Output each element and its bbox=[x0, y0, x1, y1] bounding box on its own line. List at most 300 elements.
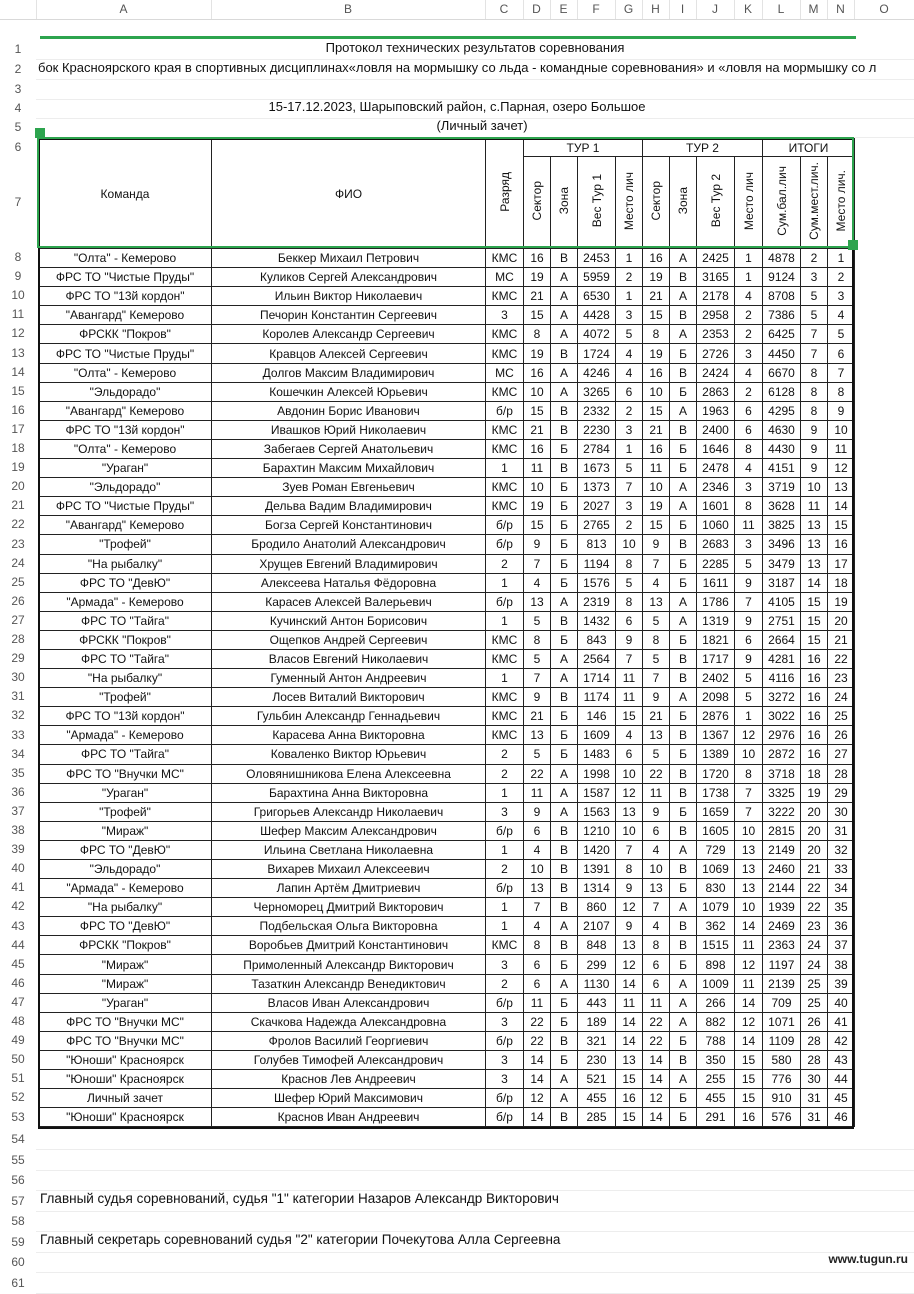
cell-rank[interactable]: 1 bbox=[486, 669, 524, 688]
row-number[interactable]: 5 bbox=[14, 120, 22, 134]
selection-handle-bottom[interactable] bbox=[848, 240, 858, 250]
header-sum-place[interactable] bbox=[801, 157, 828, 249]
cell-weight-1[interactable]: 1420 bbox=[578, 840, 616, 859]
cell-place-final[interactable]: 8 bbox=[828, 382, 855, 401]
cell-sum-score[interactable]: 6670 bbox=[763, 363, 801, 382]
header-totals[interactable]: ИТОГИ bbox=[763, 139, 855, 157]
cell-fio[interactable]: Кравцов Алексей Сергеевич bbox=[212, 344, 486, 363]
cell-place-final[interactable]: 11 bbox=[828, 439, 855, 458]
cell-zone-1[interactable]: А bbox=[551, 764, 578, 783]
cell-zone-2[interactable]: А bbox=[670, 287, 697, 306]
cell-zone-1[interactable]: Б bbox=[551, 439, 578, 458]
cell-weight-2[interactable]: 2178 bbox=[697, 287, 735, 306]
cell-place-final[interactable]: 17 bbox=[828, 554, 855, 573]
cell-rank[interactable]: КМС bbox=[486, 420, 524, 439]
cell-fio[interactable]: Краснов Иван Андреевич bbox=[212, 1108, 486, 1127]
cell-team[interactable]: ФРСКК "Покров" bbox=[39, 936, 212, 955]
cell-weight-2[interactable]: 1646 bbox=[697, 439, 735, 458]
cell-sum-score[interactable]: 4450 bbox=[763, 344, 801, 363]
cell-team[interactable]: ФРС ТО "13й кордон" bbox=[39, 707, 212, 726]
cell-sector-1[interactable]: 22 bbox=[524, 1031, 551, 1050]
cell-sector-1[interactable]: 4 bbox=[524, 573, 551, 592]
cell-zone-2[interactable]: А bbox=[670, 611, 697, 630]
cell-sector-1[interactable]: 16 bbox=[524, 249, 551, 268]
cell-sum-place[interactable]: 20 bbox=[801, 840, 828, 859]
cell-zone-1[interactable]: А bbox=[551, 917, 578, 936]
cell-sector-1[interactable]: 8 bbox=[524, 630, 551, 649]
cell-sum-score[interactable]: 776 bbox=[763, 1070, 801, 1089]
cell-place-1[interactable]: 11 bbox=[616, 669, 643, 688]
cell-zone-2[interactable]: А bbox=[670, 840, 697, 859]
row-number[interactable]: 18 bbox=[11, 441, 25, 455]
header-place-1[interactable] bbox=[616, 157, 643, 249]
cell-place-2[interactable]: 10 bbox=[735, 745, 763, 764]
cell-sum-place[interactable]: 22 bbox=[801, 879, 828, 898]
cell-fio[interactable]: Власов Иван Александрович bbox=[212, 993, 486, 1012]
cell-sum-place[interactable]: 26 bbox=[801, 1012, 828, 1031]
cell-sector-1[interactable]: 9 bbox=[524, 535, 551, 554]
cell-sum-place[interactable]: 9 bbox=[801, 439, 828, 458]
cell-fio[interactable]: Лосев Виталий Викторович bbox=[212, 688, 486, 707]
cell-fio[interactable]: Скачкова Надежда Александровна bbox=[212, 1012, 486, 1031]
cell-place-1[interactable]: 3 bbox=[616, 497, 643, 516]
cell-zone-1[interactable]: А bbox=[551, 802, 578, 821]
cell-rank[interactable]: 3 bbox=[486, 1012, 524, 1031]
row-number[interactable]: 30 bbox=[11, 670, 25, 685]
cell-team[interactable]: "Олта" - Кемерово bbox=[39, 363, 212, 382]
cell-sum-score[interactable]: 3719 bbox=[763, 478, 801, 497]
cell-sum-score[interactable]: 4630 bbox=[763, 420, 801, 439]
cell-fio[interactable]: Фролов Василий Георгиевич bbox=[212, 1031, 486, 1050]
cell-place-1[interactable]: 6 bbox=[616, 745, 643, 764]
cell-place-final[interactable]: 19 bbox=[828, 592, 855, 611]
header-fio[interactable]: ФИО bbox=[212, 139, 486, 249]
cell-sector-1[interactable]: 19 bbox=[524, 268, 551, 287]
row-number[interactable]: 25 bbox=[11, 574, 25, 589]
cell-place-2[interactable]: 3 bbox=[735, 478, 763, 497]
cell-fio[interactable]: Барахтина Анна Викторовна bbox=[212, 783, 486, 802]
cell-rank[interactable]: МС bbox=[486, 268, 524, 287]
cell-weight-2[interactable]: 2876 bbox=[697, 707, 735, 726]
cell-sum-place[interactable]: 20 bbox=[801, 802, 828, 821]
cell-sector-2[interactable]: 9 bbox=[643, 802, 670, 821]
cell-rank[interactable]: 2 bbox=[486, 974, 524, 993]
cell-zone-1[interactable]: В bbox=[551, 840, 578, 859]
cell-sector-2[interactable]: 9 bbox=[643, 535, 670, 554]
cell-zone-1[interactable]: А bbox=[551, 974, 578, 993]
cell-place-2[interactable]: 9 bbox=[735, 649, 763, 668]
row-number[interactable]: 22 bbox=[11, 517, 25, 532]
cell-zone-2[interactable]: Б bbox=[670, 879, 697, 898]
cell-fio[interactable]: Шефер Юрий Максимович bbox=[212, 1089, 486, 1108]
cell-weight-2[interactable]: 255 bbox=[697, 1070, 735, 1089]
cell-zone-1[interactable]: Б bbox=[551, 497, 578, 516]
cell-weight-2[interactable]: 1060 bbox=[697, 516, 735, 535]
cell-weight-2[interactable]: 2425 bbox=[697, 249, 735, 268]
cell-weight-2[interactable]: 1319 bbox=[697, 611, 735, 630]
column-header-g[interactable]: G bbox=[615, 0, 643, 19]
cell-team[interactable]: ФРС ТО "Тайга" bbox=[39, 745, 212, 764]
cell-zone-2[interactable]: А bbox=[670, 1012, 697, 1031]
cell-sum-place[interactable]: 8 bbox=[801, 401, 828, 420]
cell-place-1[interactable]: 2 bbox=[616, 516, 643, 535]
cell-sum-place[interactable]: 9 bbox=[801, 459, 828, 478]
cell-sector-1[interactable]: 15 bbox=[524, 306, 551, 325]
cell-place-final[interactable]: 12 bbox=[828, 459, 855, 478]
column-header-h[interactable]: H bbox=[642, 0, 670, 19]
cell-place-2[interactable]: 10 bbox=[735, 821, 763, 840]
cell-weight-1[interactable]: 1673 bbox=[578, 459, 616, 478]
header-sector-2[interactable] bbox=[643, 157, 670, 249]
cell-zone-2[interactable]: В bbox=[670, 306, 697, 325]
row-number[interactable]: 34 bbox=[11, 746, 25, 761]
cell-zone-2[interactable]: А bbox=[670, 898, 697, 917]
cell-team[interactable]: "Эльдорадо" bbox=[39, 860, 212, 879]
cell-weight-2[interactable]: 3165 bbox=[697, 268, 735, 287]
cell-weight-1[interactable]: 2107 bbox=[578, 917, 616, 936]
cell-sum-score[interactable]: 1939 bbox=[763, 898, 801, 917]
cell-zone-2[interactable]: В bbox=[670, 783, 697, 802]
cell-sector-2[interactable]: 14 bbox=[643, 1070, 670, 1089]
cell-sector-1[interactable]: 14 bbox=[524, 1050, 551, 1069]
cell-sum-score[interactable]: 910 bbox=[763, 1089, 801, 1108]
cell-place-1[interactable]: 9 bbox=[616, 917, 643, 936]
cell-sum-score[interactable]: 580 bbox=[763, 1050, 801, 1069]
cell-fio[interactable]: Воробьев Дмитрий Константинович bbox=[212, 936, 486, 955]
cell-weight-1[interactable]: 4428 bbox=[578, 306, 616, 325]
cell-weight-1[interactable]: 1483 bbox=[578, 745, 616, 764]
cell-fio[interactable]: Королев Александр Сергеевич bbox=[212, 325, 486, 344]
cell-rank[interactable]: б/р bbox=[486, 1089, 524, 1108]
cell-sum-score[interactable]: 2363 bbox=[763, 936, 801, 955]
cell-sector-1[interactable]: 10 bbox=[524, 860, 551, 879]
cell-place-2[interactable]: 8 bbox=[735, 497, 763, 516]
cell-team[interactable]: "Юноши" Красноярск bbox=[39, 1050, 212, 1069]
cell-sum-score[interactable]: 2751 bbox=[763, 611, 801, 630]
cell-sum-place[interactable]: 28 bbox=[801, 1050, 828, 1069]
cell-team[interactable]: "Ураган" bbox=[39, 783, 212, 802]
cell-sum-score[interactable]: 1071 bbox=[763, 1012, 801, 1031]
row-number[interactable]: 7 bbox=[14, 195, 22, 209]
cell-team[interactable]: "Трофей" bbox=[39, 802, 212, 821]
row-number[interactable]: 3 bbox=[14, 82, 22, 96]
cell-rank[interactable]: б/р bbox=[486, 821, 524, 840]
cell-weight-1[interactable]: 4246 bbox=[578, 363, 616, 382]
cell-team[interactable]: ФРС ТО "ДевЮ" bbox=[39, 573, 212, 592]
cell-place-final[interactable]: 35 bbox=[828, 898, 855, 917]
cell-sector-1[interactable]: 11 bbox=[524, 993, 551, 1012]
cell-fio[interactable]: Ильин Виктор Николаевич bbox=[212, 287, 486, 306]
cell-fio[interactable]: Зуев Роман Евгеньевич bbox=[212, 478, 486, 497]
cell-sum-score[interactable]: 2144 bbox=[763, 879, 801, 898]
cell-sector-1[interactable]: 6 bbox=[524, 974, 551, 993]
cell-sum-score[interactable]: 709 bbox=[763, 993, 801, 1012]
header-tour2[interactable]: ТУР 2 bbox=[643, 139, 763, 157]
row-number[interactable]: 8 bbox=[14, 250, 22, 264]
cell-sector-1[interactable]: 21 bbox=[524, 707, 551, 726]
cell-team[interactable]: "На рыбалку" bbox=[39, 898, 212, 917]
cell-zone-2[interactable]: Б bbox=[670, 573, 697, 592]
cell-sector-2[interactable]: 22 bbox=[643, 764, 670, 783]
cell-sum-place[interactable]: 25 bbox=[801, 974, 828, 993]
cell-fio[interactable]: Лапин Артём Дмитриевич bbox=[212, 879, 486, 898]
cell-weight-2[interactable]: 830 bbox=[697, 879, 735, 898]
cell-weight-1[interactable]: 1724 bbox=[578, 344, 616, 363]
cell-weight-1[interactable]: 1587 bbox=[578, 783, 616, 802]
cell-place-final[interactable]: 27 bbox=[828, 745, 855, 764]
cell-zone-2[interactable]: А bbox=[670, 592, 697, 611]
cell-zone-2[interactable]: В bbox=[670, 649, 697, 668]
cell-team[interactable]: "Ураган" bbox=[39, 459, 212, 478]
cell-place-1[interactable]: 8 bbox=[616, 592, 643, 611]
cell-sum-score[interactable]: 2872 bbox=[763, 745, 801, 764]
cell-sector-2[interactable]: 21 bbox=[643, 707, 670, 726]
cell-zone-1[interactable]: В bbox=[551, 611, 578, 630]
cell-team[interactable]: ФРС ТО "ДевЮ" bbox=[39, 840, 212, 859]
cell-weight-2[interactable]: 1720 bbox=[697, 764, 735, 783]
cell-sector-1[interactable]: 14 bbox=[524, 1108, 551, 1127]
cell-weight-2[interactable]: 2285 bbox=[697, 554, 735, 573]
cell-place-2[interactable]: 11 bbox=[735, 516, 763, 535]
cell-zone-1[interactable]: А bbox=[551, 592, 578, 611]
cell-place-1[interactable]: 7 bbox=[616, 649, 643, 668]
cell-team[interactable]: "Ураган" bbox=[39, 993, 212, 1012]
cell-sum-score[interactable]: 3479 bbox=[763, 554, 801, 573]
cell-place-final[interactable]: 23 bbox=[828, 669, 855, 688]
cell-place-1[interactable]: 10 bbox=[616, 535, 643, 554]
cell-sector-1[interactable]: 4 bbox=[524, 840, 551, 859]
cell-team[interactable]: "Армада" - Кемерово bbox=[39, 726, 212, 745]
cell-sum-place[interactable]: 5 bbox=[801, 287, 828, 306]
cell-weight-2[interactable]: 1601 bbox=[697, 497, 735, 516]
cell-rank[interactable]: 2 bbox=[486, 764, 524, 783]
row-number[interactable]: 60 bbox=[11, 1255, 25, 1269]
cell-weight-1[interactable]: 813 bbox=[578, 535, 616, 554]
cell-sector-1[interactable]: 11 bbox=[524, 783, 551, 802]
cell-sector-1[interactable]: 13 bbox=[524, 879, 551, 898]
row-number[interactable]: 37 bbox=[11, 803, 25, 818]
cell-team[interactable]: ФРС ТО "ДевЮ" bbox=[39, 917, 212, 936]
cell-team[interactable]: "Эльдорадо" bbox=[39, 382, 212, 401]
cell-sector-2[interactable]: 22 bbox=[643, 1012, 670, 1031]
cell-sum-place[interactable]: 16 bbox=[801, 649, 828, 668]
cell-sector-2[interactable]: 5 bbox=[643, 611, 670, 630]
row-number[interactable]: 44 bbox=[11, 937, 25, 952]
cell-weight-2[interactable]: 2683 bbox=[697, 535, 735, 554]
cell-team[interactable]: "Мираж" bbox=[39, 974, 212, 993]
cell-place-2[interactable]: 13 bbox=[735, 840, 763, 859]
cell-weight-1[interactable]: 299 bbox=[578, 955, 616, 974]
cell-weight-2[interactable]: 2478 bbox=[697, 459, 735, 478]
cell-sector-2[interactable]: 22 bbox=[643, 1031, 670, 1050]
row-number[interactable]: 43 bbox=[11, 918, 25, 933]
row-number[interactable]: 51 bbox=[11, 1071, 25, 1086]
cell-sector-2[interactable]: 13 bbox=[643, 879, 670, 898]
row-number[interactable]: 36 bbox=[11, 784, 25, 799]
cell-weight-2[interactable]: 2958 bbox=[697, 306, 735, 325]
cell-zone-2[interactable]: В bbox=[670, 669, 697, 688]
cell-sum-place[interactable]: 2 bbox=[801, 249, 828, 268]
row-number[interactable]: 47 bbox=[11, 994, 25, 1009]
cell-weight-1[interactable]: 146 bbox=[578, 707, 616, 726]
cell-place-2[interactable]: 4 bbox=[735, 287, 763, 306]
cell-sector-1[interactable]: 9 bbox=[524, 688, 551, 707]
cell-place-final[interactable]: 21 bbox=[828, 630, 855, 649]
cell-sector-2[interactable]: 9 bbox=[643, 688, 670, 707]
cell-place-final[interactable]: 20 bbox=[828, 611, 855, 630]
cell-place-final[interactable]: 24 bbox=[828, 688, 855, 707]
header-sum-score[interactable] bbox=[763, 157, 801, 249]
cell-place-final[interactable]: 13 bbox=[828, 478, 855, 497]
cell-sector-2[interactable]: 4 bbox=[643, 917, 670, 936]
cell-zone-1[interactable]: А bbox=[551, 669, 578, 688]
cell-sector-2[interactable]: 16 bbox=[643, 363, 670, 382]
row-number[interactable]: 42 bbox=[11, 899, 25, 914]
cell-place-2[interactable]: 16 bbox=[735, 1108, 763, 1127]
cell-sum-place[interactable]: 16 bbox=[801, 745, 828, 764]
cell-place-final[interactable]: 3 bbox=[828, 287, 855, 306]
cell-sector-2[interactable]: 15 bbox=[643, 401, 670, 420]
cell-place-2[interactable]: 6 bbox=[735, 401, 763, 420]
cell-weight-2[interactable]: 2353 bbox=[697, 325, 735, 344]
cell-zone-2[interactable]: Б bbox=[670, 1108, 697, 1127]
cell-rank[interactable]: КМС bbox=[486, 382, 524, 401]
cell-team[interactable]: "Армада" - Кемерово bbox=[39, 592, 212, 611]
cell-weight-2[interactable]: 291 bbox=[697, 1108, 735, 1127]
cell-team[interactable]: "Авангард" Кемерово bbox=[39, 516, 212, 535]
column-header-f[interactable]: F bbox=[577, 0, 616, 19]
cell-team[interactable]: "Олта" - Кемерово bbox=[39, 249, 212, 268]
cell-place-1[interactable]: 9 bbox=[616, 879, 643, 898]
cell-sector-1[interactable]: 5 bbox=[524, 649, 551, 668]
cell-weight-1[interactable]: 1130 bbox=[578, 974, 616, 993]
cell-place-1[interactable]: 12 bbox=[616, 955, 643, 974]
cell-weight-2[interactable]: 1738 bbox=[697, 783, 735, 802]
cell-place-1[interactable]: 4 bbox=[616, 363, 643, 382]
row-number[interactable]: 52 bbox=[11, 1090, 25, 1105]
cell-zone-2[interactable]: А bbox=[670, 974, 697, 993]
cell-sector-1[interactable]: 15 bbox=[524, 516, 551, 535]
cell-place-1[interactable]: 15 bbox=[616, 1070, 643, 1089]
column-header-l[interactable]: L bbox=[762, 0, 801, 19]
cell-weight-2[interactable]: 2098 bbox=[697, 688, 735, 707]
cell-fio[interactable]: Алексеева Наталья Фёдоровна bbox=[212, 573, 486, 592]
cell-place-1[interactable]: 3 bbox=[616, 306, 643, 325]
header-zone-1[interactable] bbox=[551, 157, 578, 249]
cell-fio[interactable]: Беккер Михаил Петрович bbox=[212, 249, 486, 268]
cell-place-1[interactable]: 13 bbox=[616, 802, 643, 821]
cell-zone-1[interactable]: Б bbox=[551, 993, 578, 1012]
cell-sum-score[interactable]: 1197 bbox=[763, 955, 801, 974]
cell-place-2[interactable]: 12 bbox=[735, 726, 763, 745]
cell-weight-1[interactable]: 860 bbox=[578, 898, 616, 917]
cell-fio[interactable]: Барахтин Максим Михайлович bbox=[212, 459, 486, 478]
cell-fio[interactable]: Шефер Максим Александрович bbox=[212, 821, 486, 840]
cell-weight-1[interactable]: 2332 bbox=[578, 401, 616, 420]
cell-sector-1[interactable]: 21 bbox=[524, 287, 551, 306]
cell-fio[interactable]: Карасева Анна Викторовна bbox=[212, 726, 486, 745]
cell-place-1[interactable]: 14 bbox=[616, 1031, 643, 1050]
cell-weight-1[interactable]: 521 bbox=[578, 1070, 616, 1089]
cell-weight-1[interactable]: 321 bbox=[578, 1031, 616, 1050]
cell-sector-2[interactable]: 19 bbox=[643, 497, 670, 516]
cell-sector-1[interactable]: 22 bbox=[524, 764, 551, 783]
row-number[interactable]: 16 bbox=[11, 402, 25, 417]
cell-sector-1[interactable]: 13 bbox=[524, 726, 551, 745]
cell-sector-1[interactable]: 7 bbox=[524, 898, 551, 917]
cell-zone-2[interactable]: В bbox=[670, 420, 697, 439]
row-number[interactable]: 4 bbox=[14, 101, 22, 115]
cell-zone-1[interactable]: А bbox=[551, 783, 578, 802]
cell-place-final[interactable]: 43 bbox=[828, 1050, 855, 1069]
row-number[interactable]: 53 bbox=[11, 1109, 25, 1124]
row-number[interactable]: 10 bbox=[11, 288, 25, 303]
row-number[interactable]: 29 bbox=[11, 651, 25, 666]
cell-sum-place[interactable]: 25 bbox=[801, 993, 828, 1012]
cell-fio[interactable]: Голубев Тимофей Александрович bbox=[212, 1050, 486, 1069]
cell-sector-2[interactable]: 16 bbox=[643, 439, 670, 458]
cell-place-final[interactable]: 2 bbox=[828, 268, 855, 287]
row-number[interactable]: 50 bbox=[11, 1052, 25, 1067]
cell-weight-1[interactable]: 230 bbox=[578, 1050, 616, 1069]
cell-weight-1[interactable]: 1714 bbox=[578, 669, 616, 688]
row-number[interactable]: 17 bbox=[11, 421, 25, 436]
cell-zone-2[interactable]: Б bbox=[670, 554, 697, 573]
cell-place-2[interactable]: 13 bbox=[735, 879, 763, 898]
cell-sector-2[interactable]: 4 bbox=[643, 840, 670, 859]
cell-weight-1[interactable]: 1174 bbox=[578, 688, 616, 707]
cell-sum-place[interactable]: 13 bbox=[801, 516, 828, 535]
cell-zone-1[interactable]: А bbox=[551, 287, 578, 306]
column-header-b[interactable]: B bbox=[211, 0, 486, 19]
cell-zone-1[interactable]: Б bbox=[551, 630, 578, 649]
cell-sum-place[interactable]: 15 bbox=[801, 611, 828, 630]
cell-weight-2[interactable]: 1963 bbox=[697, 401, 735, 420]
cell-sector-1[interactable]: 16 bbox=[524, 363, 551, 382]
cell-place-2[interactable]: 14 bbox=[735, 1031, 763, 1050]
cell-place-1[interactable]: 7 bbox=[616, 840, 643, 859]
cell-sum-score[interactable]: 8708 bbox=[763, 287, 801, 306]
row-number[interactable]: 33 bbox=[11, 727, 25, 742]
cell-place-1[interactable]: 11 bbox=[616, 688, 643, 707]
cell-place-final[interactable]: 46 bbox=[828, 1108, 855, 1127]
cell-zone-1[interactable]: В bbox=[551, 821, 578, 840]
column-header-c[interactable]: C bbox=[485, 0, 524, 19]
row-number[interactable]: 6 bbox=[14, 140, 22, 154]
cell-weight-1[interactable]: 2784 bbox=[578, 439, 616, 458]
cell-sector-2[interactable]: 10 bbox=[643, 860, 670, 879]
cell-sector-1[interactable]: 6 bbox=[524, 821, 551, 840]
cell-sum-place[interactable]: 24 bbox=[801, 955, 828, 974]
cell-place-2[interactable]: 5 bbox=[735, 688, 763, 707]
cell-sum-score[interactable]: 2149 bbox=[763, 840, 801, 859]
cell-sum-score[interactable]: 4878 bbox=[763, 249, 801, 268]
cell-place-2[interactable]: 8 bbox=[735, 439, 763, 458]
cell-place-final[interactable]: 33 bbox=[828, 860, 855, 879]
cell-sector-1[interactable]: 10 bbox=[524, 382, 551, 401]
cell-team[interactable]: "На рыбалку" bbox=[39, 554, 212, 573]
cell-place-1[interactable]: 9 bbox=[616, 630, 643, 649]
cell-sector-2[interactable]: 7 bbox=[643, 669, 670, 688]
cell-weight-1[interactable]: 1563 bbox=[578, 802, 616, 821]
cell-zone-1[interactable]: В bbox=[551, 1108, 578, 1127]
cell-zone-2[interactable]: В bbox=[670, 936, 697, 955]
cell-sector-1[interactable]: 12 bbox=[524, 1089, 551, 1108]
cell-fio[interactable]: Тазаткин Александр Венедиктович bbox=[212, 974, 486, 993]
row-number[interactable]: 31 bbox=[11, 689, 25, 704]
cell-rank[interactable]: б/р bbox=[486, 1108, 524, 1127]
cell-sum-score[interactable]: 2664 bbox=[763, 630, 801, 649]
